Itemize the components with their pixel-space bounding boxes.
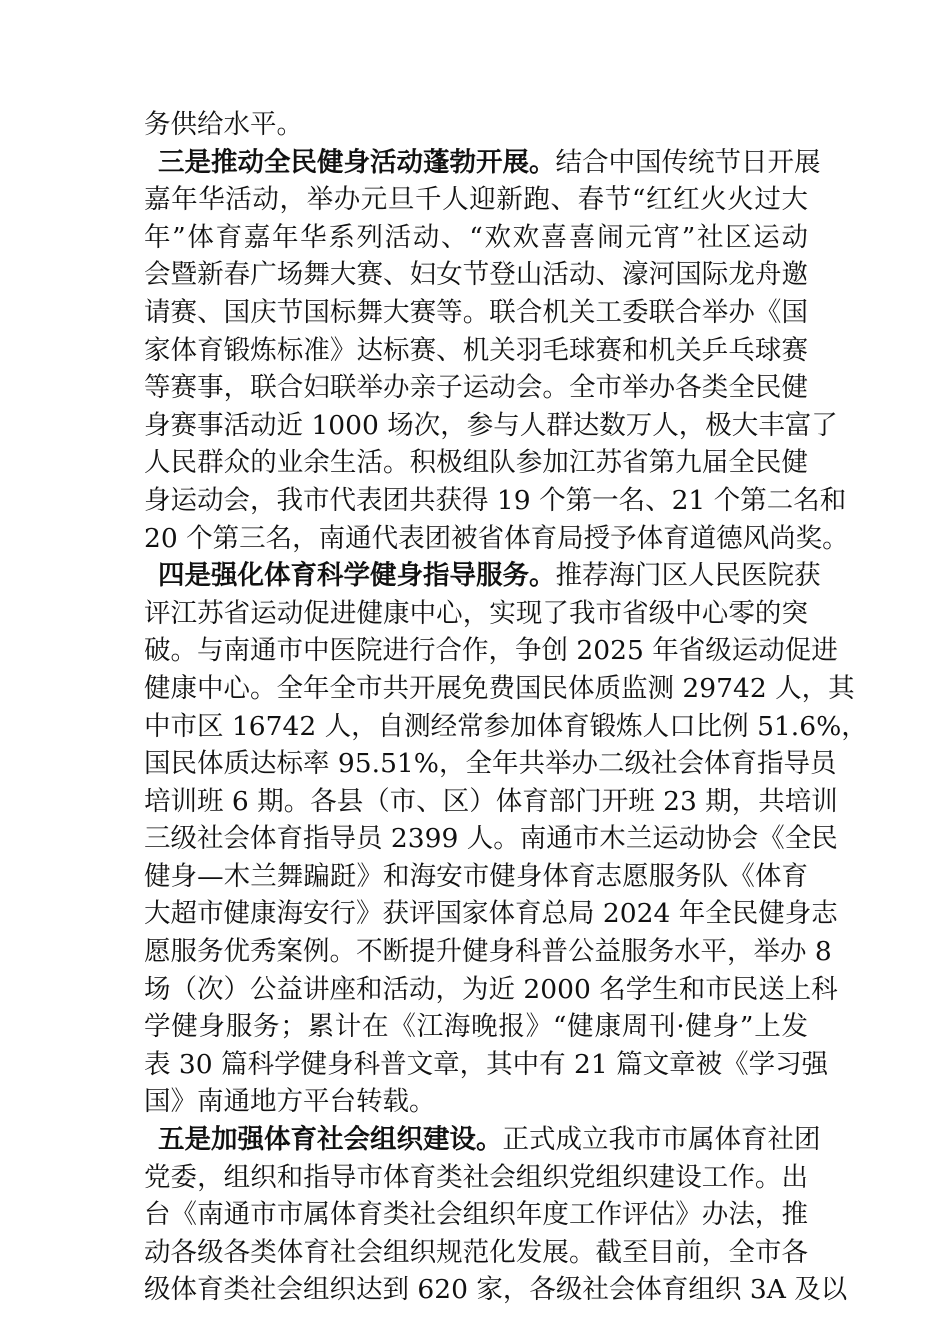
text-line [144,895,838,933]
text-line [144,332,808,370]
line-text: 等赛事，联合妇联举办亲子运动会。全市举办各类全民健 [144,372,808,404]
text-line [144,256,808,294]
line-text: 培训班 6 期。各县（市、区）体育部门开班 23 期，共培训 [144,785,838,817]
line-text: 台《南通市市属体育类社会组织年度工作评估》办法，推 [144,1199,808,1231]
line-text: 评江苏省运动促进健康中心，实现了我市省级中心零的突 [144,597,808,629]
line-text: 20 个第三名，南通代表团被省体育局授予体育道德风尚奖。 [144,522,849,554]
text-line [144,520,849,558]
body-text [144,106,868,1309]
text-line [144,219,808,257]
line-text: 结合中国传统节日开展 [555,146,821,178]
text-line [144,1121,821,1159]
text-line [144,444,808,482]
text-line [144,670,855,708]
line-text: 动各级各类体育社会组织规范化发展。截至目前，全市各 [144,1236,808,1268]
text-line [144,595,808,633]
text-line [144,1083,808,1121]
line-text: 推荐海门区人民医院获 [555,560,821,592]
line-text: 国》南通地方平台转载。 [144,1086,436,1118]
text-line [144,1196,808,1234]
section-lead: 四是强化体育科学健身指导服务。 [158,560,556,592]
text-line [144,1008,808,1046]
line-text: 国民体质达标率 95.51%，全年共举办二级社会体育指导员 [144,748,837,780]
text-line [144,858,808,896]
line-text: 务供给水平。 [144,109,303,140]
line-text: 三级社会体育指导员 2399 人。南通市木兰运动协会《全民 [144,823,838,855]
text-line [144,1234,808,1272]
text-line [144,181,808,219]
line-text: 表 30 篇科学健身科普文章，其中有 21 篇文章被《学习强 [144,1048,829,1080]
line-text: 破。与南通市中医院进行合作，争创 2025 年省级运动促进 [144,635,838,667]
text-line [144,971,838,1009]
section-lead: 五是加强体育社会组织建设。 [158,1124,503,1156]
text-line [144,369,808,407]
line-text: 身运动会，我市代表团共获得 19 个第一名、21 个第二名和 [144,484,847,516]
line-text: 健康中心。全年全市共开展免费国民体质监测 29742 人，其 [144,672,855,704]
text-line [144,783,838,821]
line-text: 年”体育嘉年华系列活动、“欢欢喜喜闹元宵”社区运动 [144,221,808,253]
line-text: 嘉年华活动，举办元旦千人迎新跑、春节“红红火火过大 [144,184,808,216]
text-line [144,1159,808,1197]
line-text: 场（次）公益讲座和活动，为近 2000 名学生和市民送上科 [144,973,838,1005]
line-text: 中市区 16742 人，自测经常参加体育锻炼人口比例 51.6%， [144,710,868,742]
line-text: 会暨新春广场舞大赛、妇女节登山活动、濠河国际龙舟邀 [144,259,808,291]
line-text: 大超市健康海安行》获评国家体育总局 2024 年全民健身志 [144,898,838,930]
line-text: 身赛事活动近 1000 场次，参与人群达数万人，极大丰富了 [144,409,838,441]
line-text: 请赛、国庆节国标舞大赛等。联合机关工委联合举办《国 [144,296,808,328]
section-lead: 三是推动全民健身活动蓬勃开展。 [158,146,556,178]
text-line [144,632,838,670]
text-line [144,820,838,858]
text-line [144,294,808,332]
line-text: 党委，组织和指导市体育类社会组织党组织建设工作。出 [144,1161,808,1193]
text-line [144,482,847,520]
line-text: 人民群众的业余生活。积极组队参加江苏省第九届全民健 [144,447,808,479]
text-line [144,407,838,445]
line-text: 家体育锻炼标准》达标赛、机关羽毛球赛和机关乒乓球赛 [144,334,808,366]
text-line [144,1271,848,1309]
text-line [144,106,808,144]
text-line [144,144,821,182]
line-text: 正式成立我市市属体育社团 [502,1124,821,1156]
text-line [144,745,837,783]
line-text: 级体育类社会组织达到 620 家，各级社会体育组织 3A 及以 [144,1274,848,1306]
text-line [144,708,868,746]
text-line [144,557,821,595]
text-line [144,933,832,971]
text-line [144,1046,829,1084]
line-text: 学健身服务；累计在《江海晚报》“健康周刊·健身”上发 [144,1011,808,1043]
line-text: 愿服务优秀案例。不断提升健身科普公益服务水平，举办 8 [144,936,832,968]
line-text: 健身—木兰舞蹁跹》和海安市健身体育志愿服务队《体育 [144,860,808,892]
